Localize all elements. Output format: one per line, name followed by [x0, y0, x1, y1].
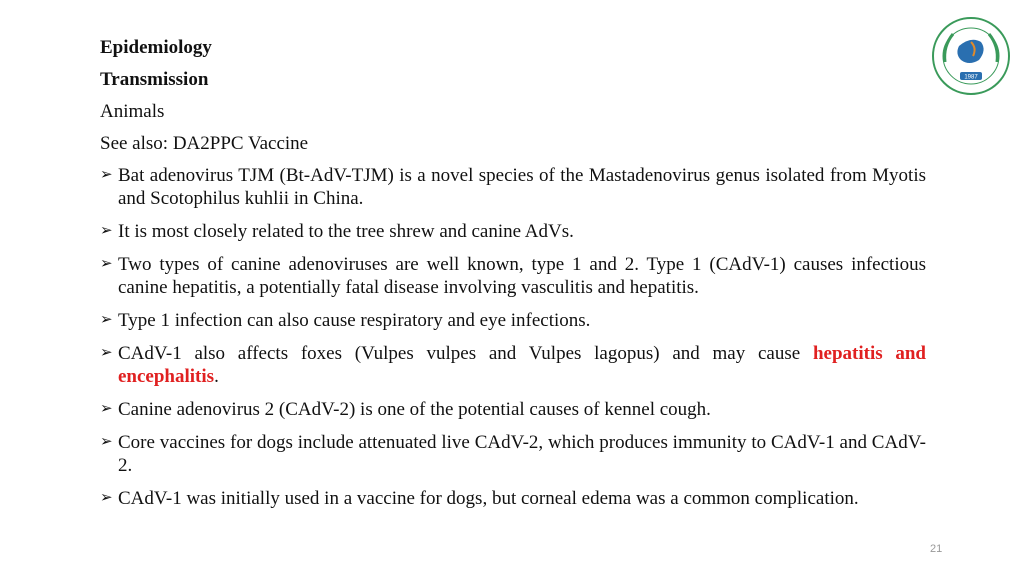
logo-year: 1987 [964, 74, 978, 81]
arrow-bullet-icon: ➢ [100, 223, 113, 239]
see-also-link: See also: DA2PPC Vaccine [100, 133, 309, 154]
bullet-item [100, 220, 926, 243]
bullet-text: Type 1 infection can also cause respiratory and eye infections. [118, 310, 591, 331]
bullet-item [100, 487, 926, 510]
arrow-bullet-icon: ➢ [100, 490, 113, 506]
university-seal-logo [931, 16, 1011, 96]
bullet-item [100, 253, 926, 299]
arrow-bullet-icon: ➢ [100, 167, 113, 183]
bullet-item [100, 398, 926, 421]
arrow-bullet-icon: ➢ [100, 434, 113, 450]
arrow-bullet-icon: ➢ [100, 256, 113, 272]
bullet-item [100, 164, 926, 210]
arrow-bullet-icon: ➢ [100, 401, 113, 417]
bullet-text: It is most closely related to the tree shrew and canine AdVs. [118, 221, 574, 242]
highlight-text: hepatitis and encephalitis [118, 343, 926, 387]
arrow-bullet-icon: ➢ [100, 312, 113, 328]
arrow-bullet-icon: ➢ [100, 345, 113, 361]
bullet-item [100, 342, 926, 388]
bullet-text: CAdV-1 was initially used in a vaccine for dogs, but corneal edema was a common complication. [118, 488, 859, 509]
heading-epidemiology: Epidemiology [100, 37, 212, 58]
bullet-item [100, 309, 926, 332]
bullet-text: CAdV-1 also affects foxes (Vulpes vulpes and Vulpes lagopus) and may cause [118, 343, 813, 364]
bullet-text-end: . [214, 366, 219, 387]
page-number: 21 [930, 543, 943, 555]
bullet-text: Bat adenovirus TJM (Bt-AdV-TJM) is a novel species of the Mastadenovirus genus isolated from Myotis and Scotophilus kuhlii in China. [118, 165, 926, 209]
bullet-text: Two types of canine adenoviruses are well known, type 1 and 2. Type 1 (CAdV-1) causes infectious canine hepatitis, a potentially fatal disease involving vasculitis and hepatitis. [118, 254, 926, 298]
bullet-text: Core vaccines for dogs include attenuated live CAdV-2, which produces immunity to CAdV-1 and CAdV-2. [118, 432, 926, 476]
heading-animals: Animals [100, 101, 165, 122]
heading-transmission: Transmission [100, 69, 209, 90]
bullet-item [100, 431, 926, 477]
slide-content [100, 36, 926, 520]
bullet-text: Canine adenovirus 2 (CAdV-2) is one of the potential causes of kennel cough. [118, 399, 711, 420]
